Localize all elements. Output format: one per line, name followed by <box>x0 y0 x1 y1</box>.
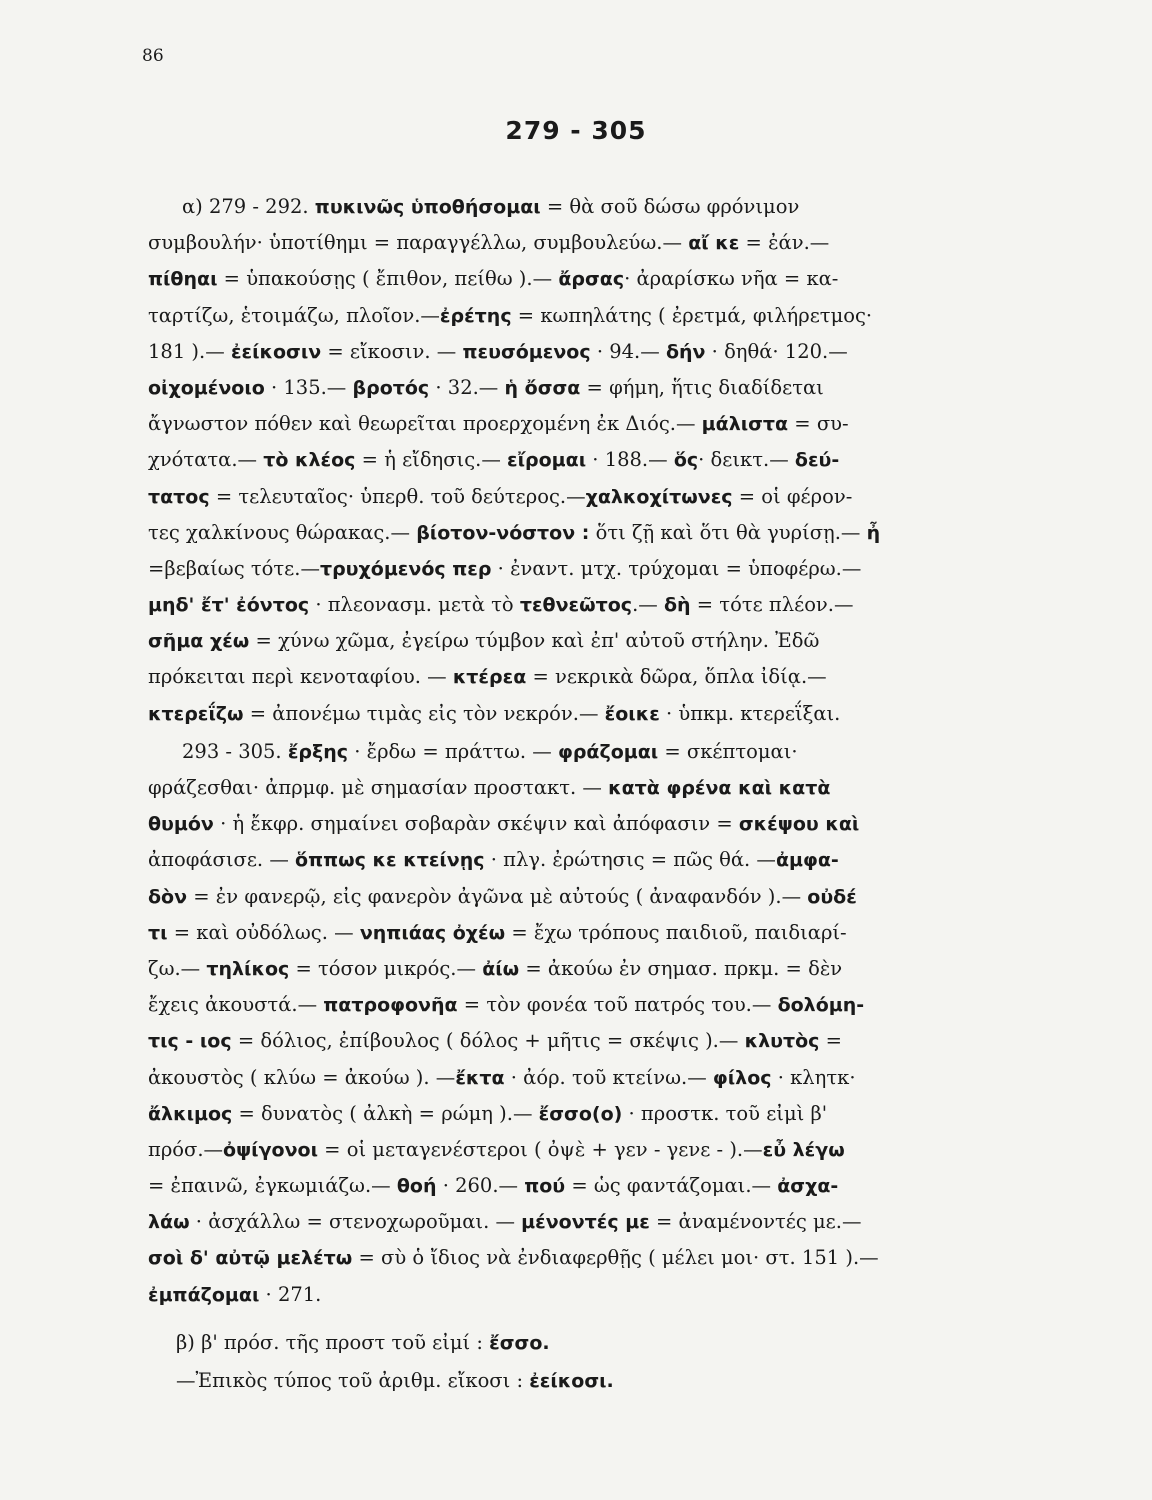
page-number: 86 <box>142 46 164 66</box>
text-line <box>148 1168 1028 1204</box>
gloss-text: πρόκειται περὶ κενοταφίου. — <box>148 665 453 689</box>
gloss-text: = σκέπτομαι· <box>658 739 798 763</box>
gloss-text: · ἀσχάλλω = στενοχωροῦμαι. — <box>189 1210 522 1234</box>
lemma-term: ἀίω <box>482 957 520 980</box>
gloss-text: —Ἐπικὸς τύπος τοῦ ἀριθμ. εἴκοσι : <box>176 1369 530 1392</box>
lemma-term: ἔρξης <box>287 740 349 763</box>
gloss-text: = τότε πλέον.— <box>690 593 854 617</box>
gloss-text: · ἀραρίσκω νῆα = κα- <box>624 267 839 291</box>
lemma-term: σοὶ δ' αὐτῷ μελέτω <box>148 1247 353 1270</box>
lemma-term: πίθηαι <box>148 268 218 291</box>
text-line <box>148 370 1028 406</box>
text-line <box>148 806 1028 842</box>
text-line <box>148 551 1028 587</box>
lemma-term: σκέψου καὶ <box>738 813 860 836</box>
gloss-text: ἔχεις ἀκουστά.— <box>148 993 324 1017</box>
gloss-text: ζω.— <box>148 956 207 980</box>
lemma-term: ὀψίγονοι <box>223 1138 318 1161</box>
gloss-text: = εἴκοσιν. — <box>321 339 463 363</box>
gloss-text: · ἀόρ. τοῦ κτείνω.— <box>504 1065 713 1089</box>
gloss-text: · κλητκ· <box>771 1065 856 1089</box>
gloss-text: ἀποφάσισε. — <box>148 848 296 872</box>
lemma-term: λάω <box>148 1211 190 1234</box>
lemma-term: φίλος <box>712 1066 772 1089</box>
lemma-term: ἐείκοσιν <box>230 340 322 363</box>
lemma-term: ἐρέτης <box>439 304 512 327</box>
gloss-text: = συ- <box>788 412 849 436</box>
gloss-text: · 32.— <box>429 375 505 399</box>
lemma-term: οὐδέ <box>807 885 857 908</box>
text-line <box>148 987 1028 1023</box>
gloss-text: = ἐάν.— <box>739 231 830 255</box>
lemma-term: δὴ <box>663 594 691 617</box>
gloss-text: ἄγνωστον πόθεν καὶ θεωρεῖται προερχομένη ἐκ Διός.— <box>148 412 702 436</box>
text-line <box>148 1023 1028 1059</box>
gloss-text: · ἡ ἔκφρ. σημαίνει σοβαρὰν σκέψιν καὶ ἀπόφασιν = <box>213 812 739 836</box>
gloss-text: β) β' πρόσ. τῆς προστ τοῦ εἰμί : <box>176 1331 490 1354</box>
gloss-text: · 94.— <box>590 339 666 363</box>
gloss-text: 181 ).— <box>148 339 231 363</box>
gloss-text: = οἱ φέρον- <box>732 484 853 508</box>
lemma-term: σῆμα χέω <box>148 630 250 653</box>
gloss-text: = νεκρικὰ δῶρα, ὅπλα ἰδίᾳ.— <box>526 665 827 689</box>
text-line <box>148 1096 1028 1132</box>
text-line <box>148 515 1028 551</box>
lemma-term: τατος <box>148 485 210 508</box>
gloss-text: = κωπηλάτης ( ἐρετμά, φιλήρετμος· <box>511 303 873 327</box>
gloss-text: · δεικτ.— <box>698 448 795 472</box>
text-line <box>148 298 1028 334</box>
gloss-text: · 135.— <box>264 375 353 399</box>
text-line <box>148 261 1028 297</box>
gloss-text: · ἐναντ. μτχ. τρύχομαι = ὑποφέρω.— <box>491 556 862 580</box>
text-line <box>148 334 1028 370</box>
gloss-text: = χύνω χῶμα, ἐγείρω τύμβον καὶ ἐπ' αὐτοῦ στήλην. Ἐδῶ <box>249 629 820 653</box>
gloss-text: = καὶ οὐδόλως. — <box>167 920 360 944</box>
commentary-body <box>148 189 1028 1313</box>
gloss-text: = ὡς φαντάζομαι.— <box>565 1174 778 1198</box>
gloss-text: = ἀναμένοντές με.— <box>649 1210 862 1234</box>
gloss-text: = οἱ μεταγενέστεροι ( ὀψὲ + γεν - γενε - ).— <box>317 1137 763 1161</box>
lemma-term: δεύ- <box>794 449 840 472</box>
gloss-text: · 271. <box>259 1282 322 1306</box>
gloss-text: · προστκ. τοῦ εἰμὶ β' <box>622 1101 828 1125</box>
text-line <box>148 1060 1028 1096</box>
lemma-term: θοή <box>396 1175 437 1198</box>
lemma-term: ὅς <box>673 449 699 472</box>
lemma-term: ὅππως κε κτείνῃς <box>295 849 485 872</box>
lemma-term: δήν <box>665 340 706 363</box>
text-line <box>148 1204 1028 1240</box>
gloss-text: χνότατα.— <box>148 448 264 472</box>
gloss-text: = ἐν φανερῷ, εἰς φανερὸν ἀγῶνα μὲ αὐτούς ( ἀναφανδόν ).— <box>187 884 808 908</box>
section-heading: 279 - 305 <box>505 116 647 145</box>
lemma-term: κτερεΐζω <box>148 702 244 725</box>
lemma-term: χαλκοχίτωνες <box>585 485 733 508</box>
text-line <box>148 915 1028 951</box>
text-line <box>148 623 1028 659</box>
text-line <box>148 879 1028 915</box>
lemma-term: βίοτον-νόστον : <box>416 521 590 544</box>
lemma-term: ἀσχα- <box>777 1175 839 1198</box>
lemma-term: ἀμφα- <box>775 849 839 872</box>
note-line <box>148 1324 1028 1362</box>
lemma-term: ἔκτα <box>455 1066 505 1089</box>
lemma-term: ἡ ὄσσα <box>504 376 581 399</box>
gloss-text: = δυνατὸς ( ἀλκὴ = ρώμη ).— <box>232 1101 539 1125</box>
note-line <box>148 1362 1028 1400</box>
gloss-text: = δόλιος, ἐπίβουλος ( δόλος + μῆτις = σκέψις ).— <box>231 1029 745 1053</box>
gloss-text: = τὸν φονέα τοῦ πατρός του.— <box>457 993 778 1017</box>
text-line <box>148 842 1028 878</box>
lemma-term: ἄρσας <box>558 268 625 291</box>
lemma-term: πού <box>524 1175 566 1198</box>
gloss-text: · δηθά· 120.— <box>705 339 848 363</box>
text-line <box>148 442 1028 478</box>
lemma-term: ἐείκοσι. <box>529 1370 614 1392</box>
gloss-text: = ἐπαινῶ, ἐγκωμιάζω.— <box>148 1174 397 1198</box>
gloss-text: = σὺ ὁ ἴδιος νὰ ἐνδιαφερθῇς ( μέλει μοι· στ. 151 ).— <box>352 1246 879 1270</box>
gloss-text: · 260.— <box>436 1174 525 1198</box>
text-line <box>148 1277 1028 1313</box>
lemma-term: τηλίκος <box>206 957 290 980</box>
text-line <box>148 951 1028 987</box>
lemma-term: τεθνεῶτος <box>519 594 633 617</box>
lemma-term: κατὰ φρένα καὶ κατὰ <box>608 777 831 799</box>
lemma-term: ἐμπάζομαι <box>148 1283 260 1306</box>
gloss-text: = ἀκούω ἐν σημασ. πρκμ. = δὲν <box>519 956 843 980</box>
lemma-term: πυκινῶς ὑποθήσομαι <box>314 196 541 218</box>
gloss-text: · ὑπκμ. κτερεΐξαι. <box>659 701 841 725</box>
lemma-term: τὸ κλέος <box>263 449 356 472</box>
lemma-term: ἔοικε <box>604 702 660 725</box>
lemma-term: βροτός <box>352 376 430 399</box>
gloss-text: ταρτίζω, ἑτοιμάζω, πλοῖον.— <box>148 303 440 327</box>
lemma-term: μάλιστα <box>701 413 789 436</box>
gloss-text: = <box>819 1029 842 1053</box>
gloss-text: φράζεσθαι· ἀπρμφ. μὲ σημασίαν προστακτ. — <box>148 776 609 799</box>
gloss-text: = ἀπονέμω τιμὰς εἰς τὸν νεκρόν.— <box>243 701 605 725</box>
footnotes <box>148 1324 1028 1400</box>
gloss-text: πρόσ.— <box>148 1137 224 1161</box>
lemma-term: τις - ιος <box>148 1030 232 1053</box>
gloss-text: συμβουλήν· ὑποτίθημι = παραγγέλλω, συμβουλεύω.— <box>148 231 689 255</box>
lemma-term: πατροφονῆα <box>323 994 458 1017</box>
lemma-term: τρυχόμενός περ <box>319 557 492 580</box>
text-line <box>148 406 1028 442</box>
lemma-term: μένοντές με <box>521 1211 650 1234</box>
lemma-term: εἴρομαι <box>507 449 587 472</box>
text-line <box>148 1240 1028 1276</box>
gloss-text: · πλεονασμ. μετὰ τὸ <box>309 593 520 617</box>
gloss-text: .— <box>632 593 664 617</box>
lemma-term: εὖ λέγω <box>762 1138 845 1161</box>
lemma-term: τι <box>148 921 168 944</box>
lemma-term: οἰχομένοιο <box>148 376 265 399</box>
text-line <box>148 696 1028 732</box>
gloss-text: = θὰ σοῦ δώσω φρόνιμον <box>540 195 800 218</box>
lemma-term: νηπιάας ὀχέω <box>359 921 506 944</box>
gloss-text: α) 279 - 292. <box>182 195 315 218</box>
lemma-term: δολόμη- <box>777 994 865 1017</box>
text-line <box>148 659 1028 695</box>
lemma-term: κτέρεα <box>452 666 527 689</box>
gloss-text: = τελευταῖος· ὑπερθ. τοῦ δεύτερος.— <box>209 484 586 508</box>
gloss-text: τες χαλκίνους θώρακας.— <box>148 520 417 544</box>
text-line <box>148 770 1028 806</box>
gloss-text: = ἔχω τρόπους παιδιοῦ, παιδιαρί- <box>505 920 847 944</box>
gloss-text: ἀκουστὸς ( κλύω = ἀκούω ). — <box>148 1065 456 1089</box>
text-line <box>148 479 1028 515</box>
gloss-text: · 188.— <box>586 448 674 472</box>
gloss-text: = ἡ εἴδησις.— <box>355 448 508 472</box>
lemma-term: ἔσσο(ο) <box>538 1102 623 1125</box>
lemma-term: μηδ' ἔτ' ἐόντος <box>148 594 310 617</box>
text-line <box>148 1132 1028 1168</box>
lemma-term: ἄλκιμος <box>148 1102 233 1125</box>
gloss-text: = φήμη, ἥτις διαδίδεται <box>580 375 824 399</box>
lemma-term: αἴ κε <box>688 232 740 255</box>
lemma-term: ἔσσο. <box>489 1332 550 1354</box>
lemma-term: φράζομαι <box>557 740 659 763</box>
text-line <box>148 734 1028 770</box>
gloss-text: ὅτι ζῇ καὶ ὅτι θὰ γυρίσῃ.— <box>589 520 867 544</box>
gloss-text: = τόσον μικρός.— <box>289 956 483 980</box>
gloss-text: · πλγ. ἐρώτησις = πῶς θά. — <box>484 848 776 872</box>
gloss-text: =βεβαίως τότε.— <box>148 556 320 580</box>
text-line <box>148 189 1028 225</box>
lemma-term: θυμόν <box>148 813 214 836</box>
lemma-term: κλυτὸς <box>744 1030 820 1053</box>
gloss-text: 293 - 305. <box>182 739 288 763</box>
lemma-term: δὸν <box>148 885 188 908</box>
text-line <box>148 587 1028 623</box>
lemma-term: ἦ <box>866 521 881 544</box>
gloss-text: = ὑπακούσῃς ( ἔπιθον, πείθω ).— <box>217 267 559 291</box>
gloss-text: · ἔρδω = πράττω. — <box>348 739 558 763</box>
lemma-term: πευσόμενος <box>462 340 591 363</box>
text-line <box>148 225 1028 261</box>
